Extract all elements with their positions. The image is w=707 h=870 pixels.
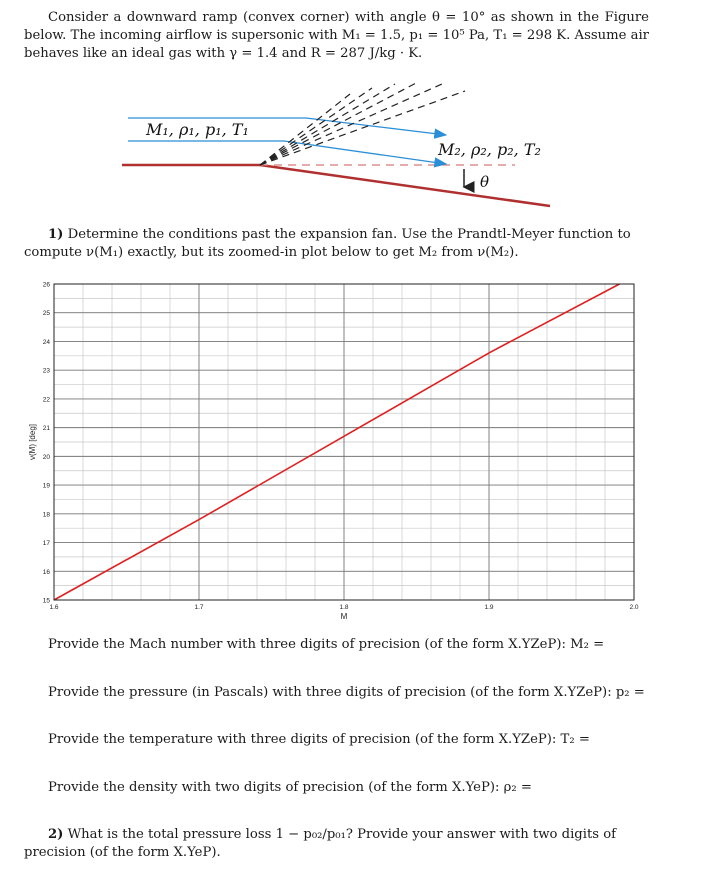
problem-intro: Consider a downward ramp (convex corner) with angle θ = 10° as shown in the Figure below. The incoming airflow is supersonic with M₁ = 1.5, p₁ = 10⁵ Pa, T₁ = 298 K. Assume air behaves like an ideal gas with γ = 1.4 and R = 287 J/kg · K. — [24, 10, 649, 61]
y-tick-label: 17 — [42, 540, 50, 548]
downstream-label: M₂, ρ₂, p₂, T₂ — [438, 140, 541, 159]
x-tick-label: 1.8 — [339, 604, 349, 611]
y-tick-label: 15 — [42, 597, 50, 605]
ramp-diagram — [110, 74, 570, 214]
y-tick-labels — [43, 282, 51, 605]
question-2-number: 2) — [48, 827, 64, 842]
x-tick-labels — [49, 604, 638, 611]
y-tick-label: 22 — [42, 396, 50, 404]
y-tick-label: 24 — [42, 338, 50, 346]
y-tick-label: 25 — [42, 310, 50, 318]
answer-temperature-prompt: Provide the temperature with three digits of precision (of the form X.YZeP): T₂ = — [48, 732, 590, 747]
ramp-wall — [260, 165, 550, 206]
question-1 — [24, 226, 649, 262]
question-2 — [24, 826, 649, 862]
question-2-text: What is the total pressure loss 1 − p₀₂/p₀₁? Provide your answer with two digits of precision (of the form X.YeP). — [24, 827, 617, 860]
upstream-label: M₁, ρ₁, p₁, T₁ — [146, 120, 249, 139]
x-tick-label: 2.0 — [629, 604, 639, 611]
angle-label: θ — [480, 173, 490, 191]
prandtl-meyer-chart — [0, 270, 707, 630]
question-1-number: 1) — [48, 227, 64, 242]
x-tick-label: 1.7 — [194, 604, 204, 611]
y-tick-label: 18 — [42, 511, 50, 519]
y-axis-label: ν(M) [deg] — [28, 423, 37, 461]
answer-mach-prompt: Provide the Mach number with three digits of precision (of the form X.YZeP): M₂ = — [48, 637, 605, 652]
y-tick-label: 19 — [42, 482, 50, 490]
answer-pressure-prompt: Provide the pressure (in Pascals) with three digits of precision (of the form X.YZeP): p₂ = — [48, 685, 645, 700]
x-tick-label: 1.9 — [484, 604, 494, 611]
x-axis-label: M — [340, 612, 348, 621]
y-tick-label: 26 — [42, 281, 50, 289]
y-tick-label: 20 — [42, 453, 50, 461]
y-tick-label: 16 — [42, 568, 50, 576]
y-tick-label: 23 — [42, 367, 50, 375]
question-1-text: Determine the conditions past the expansion fan. Use the Prandtl-Meyer function to compute ν(M₁) exactly, but its zoomed-in plot below to get M₂ from ν(M₂). — [24, 227, 631, 260]
x-tick-label: 1.6 — [49, 604, 59, 611]
y-tick-label: 21 — [42, 425, 50, 433]
answer-density-prompt: Provide the density with two digits of precision (of the form X.YeP): ρ₂ = — [48, 780, 532, 795]
